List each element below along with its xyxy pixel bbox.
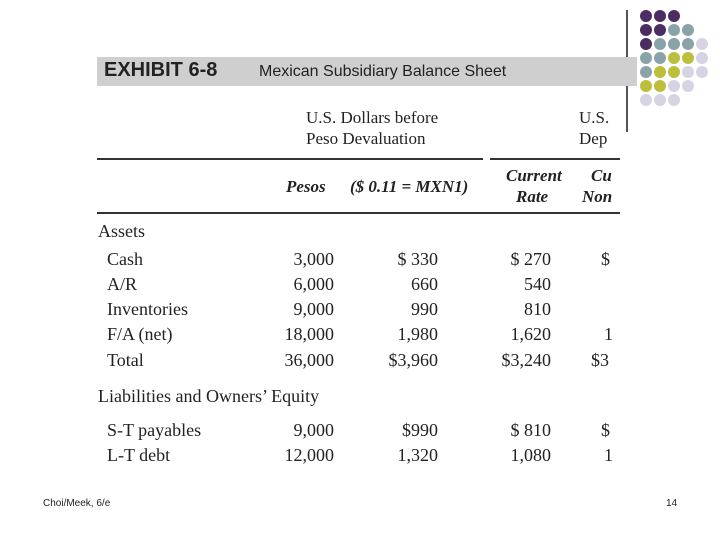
col-pesos: Pesos	[286, 177, 326, 196]
decor-dot	[668, 24, 680, 36]
decor-dot	[682, 80, 694, 92]
decor-dot	[668, 52, 680, 64]
cell-before: 1,320	[397, 445, 438, 465]
row-label: Cash	[107, 249, 143, 269]
row-label: Inventories	[107, 299, 188, 319]
decor-dot	[682, 24, 694, 36]
cell-before: $990	[402, 420, 438, 440]
decor-dot	[640, 94, 652, 106]
decor-dot	[640, 52, 652, 64]
row-label: F/A (net)	[107, 324, 173, 344]
cell-current: $3,240	[501, 350, 551, 370]
cell-current: $ 810	[510, 420, 551, 440]
cell-pesos: 9,000	[293, 420, 334, 440]
group-before-line1: U.S. Dollars before	[306, 108, 439, 127]
group-after-line1: U.S.	[579, 108, 610, 127]
exhibit-subtitle: Mexican Subsidiary Balance Sheet	[259, 63, 507, 80]
decor-dot	[654, 24, 666, 36]
cell-pesos: 18,000	[284, 324, 334, 344]
col-cn-line2: Non	[582, 187, 613, 206]
decor-dot	[668, 38, 680, 50]
decor-dot	[696, 52, 708, 64]
decor-dot	[696, 38, 708, 50]
group-before-line2: Peso Devaluation	[306, 129, 426, 148]
decor-dot	[668, 66, 680, 78]
row-label: L-T debt	[107, 445, 171, 465]
row-label: Total	[107, 350, 144, 370]
cell-pesos: 36,000	[284, 350, 334, 370]
decor-dot	[654, 52, 666, 64]
decor-dot	[654, 94, 666, 106]
row-label: S-T payables	[107, 420, 202, 440]
row-label: A/R	[107, 274, 138, 294]
cell-before: 990	[411, 299, 438, 319]
decor-dot	[668, 80, 680, 92]
decor-dot	[654, 80, 666, 92]
cell-current: $ 270	[510, 249, 551, 269]
decor-dot	[668, 10, 680, 22]
cell-cn: 1	[604, 324, 613, 344]
decor-dot	[640, 80, 652, 92]
cell-cn: $3	[591, 350, 609, 370]
cell-pesos: 12,000	[284, 445, 334, 465]
cell-current: 540	[524, 274, 551, 294]
cell-before: 1,980	[397, 324, 438, 344]
assets-heading: Assets	[98, 221, 146, 241]
decor-dot	[654, 66, 666, 78]
decor-dot	[696, 66, 708, 78]
cell-before: 660	[411, 274, 438, 294]
decor-dot	[640, 24, 652, 36]
page-number: 14	[666, 498, 678, 509]
decorative-dot-grid	[640, 10, 720, 120]
header-rule	[97, 158, 483, 160]
decor-dot	[668, 94, 680, 106]
header-rule	[490, 158, 620, 160]
group-after-line2: Dep	[579, 129, 608, 148]
col-current-line2: Rate	[516, 187, 549, 206]
liabilities-heading: Liabilities and Owners’ Equity	[98, 386, 320, 406]
decor-dot	[640, 38, 652, 50]
cell-current: 1,620	[510, 324, 551, 344]
decor-dot	[682, 66, 694, 78]
decor-dot	[640, 10, 652, 22]
cell-pesos: 6,000	[293, 274, 334, 294]
cell-cn: $	[601, 249, 610, 269]
cell-before: $3,960	[388, 350, 438, 370]
cell-current: 810	[524, 299, 551, 319]
cell-cn: $	[601, 420, 610, 440]
col-cn-line1: Cu	[591, 166, 612, 185]
decor-dot	[654, 38, 666, 50]
exhibit-title: EXHIBIT 6-8	[104, 59, 218, 81]
cell-current: 1,080	[510, 445, 551, 465]
decor-dot	[654, 10, 666, 22]
decor-dot	[682, 52, 694, 64]
decor-dot	[682, 38, 694, 50]
cell-pesos: 3,000	[293, 249, 334, 269]
cell-cn: 1	[604, 445, 613, 465]
cell-pesos: 9,000	[293, 299, 334, 319]
col-current-line1: Current	[506, 166, 562, 185]
cell-before: $ 330	[397, 249, 438, 269]
column-header-rule	[97, 212, 620, 214]
col-rate-before: ($ 0.11 = MXN1)	[350, 177, 469, 196]
footer-source: Choi/Meek, 6/e	[43, 498, 111, 509]
decor-dot	[640, 66, 652, 78]
